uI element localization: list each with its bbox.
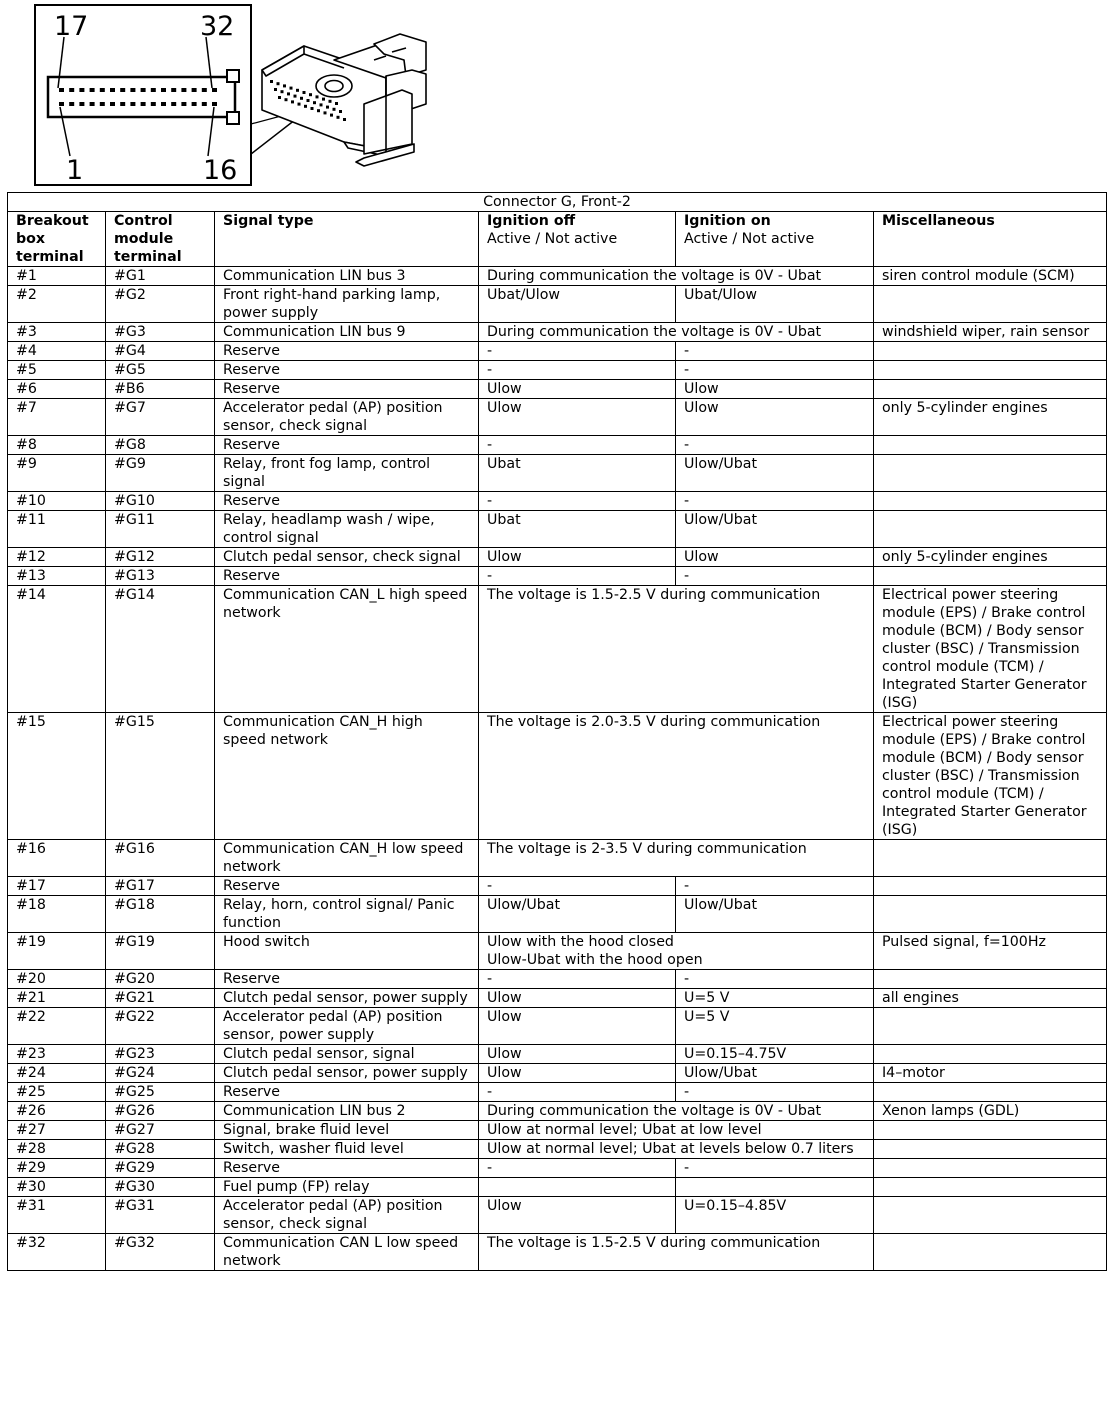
connector-3d-pin xyxy=(330,114,333,117)
control-terminal-cell: #G17 xyxy=(106,877,215,896)
table-row xyxy=(8,1064,1107,1083)
misc-cell xyxy=(874,840,1107,877)
connector-3d-pin xyxy=(281,90,284,93)
header-control: Control module terminal xyxy=(106,212,215,267)
control-terminal-cell: #G11 xyxy=(106,511,215,548)
ignition-on-cell: Ulow xyxy=(676,380,874,399)
ignition-off-cell: Ulow/Ubat xyxy=(479,896,676,933)
control-terminal-cell: #G28 xyxy=(106,1140,215,1159)
table-row xyxy=(8,380,1107,399)
table-row xyxy=(8,1234,1107,1271)
connector-3d-pin xyxy=(335,102,338,105)
connector-pin xyxy=(171,88,176,92)
signal-type-cell: Communication CAN_H high speed network xyxy=(215,713,479,840)
misc-cell xyxy=(874,567,1107,586)
misc-cell xyxy=(874,1121,1107,1140)
table-row xyxy=(8,1159,1107,1178)
control-terminal-cell: #G18 xyxy=(106,896,215,933)
control-terminal-cell: #G20 xyxy=(106,970,215,989)
ignition-on-cell: Ulow xyxy=(676,399,874,436)
connector-3d-pin xyxy=(291,100,294,103)
control-terminal-cell: #G27 xyxy=(106,1121,215,1140)
ignition-span-cell: Ulow at normal level; Ubat at low level xyxy=(479,1121,874,1140)
table-row xyxy=(8,492,1107,511)
table-row xyxy=(8,933,1107,970)
table-row xyxy=(8,1178,1107,1197)
connector-3d-pin xyxy=(274,88,277,91)
misc-cell: all engines xyxy=(874,989,1107,1008)
ignition-off-cell: - xyxy=(479,970,676,989)
ignition-off-cell: Ubat xyxy=(479,511,676,548)
ignition-off-cell: - xyxy=(479,436,676,455)
header-ign-off-sub: Active / Not active xyxy=(487,231,618,247)
signal-type-cell: Signal, brake fluid level xyxy=(215,1121,479,1140)
signal-type-cell: Reserve xyxy=(215,1159,479,1178)
breakout-terminal-cell: #30 xyxy=(8,1178,106,1197)
table-row xyxy=(8,840,1107,877)
table-caption: Connector G, Front-2 xyxy=(8,193,1107,212)
breakout-terminal-cell: #24 xyxy=(8,1064,106,1083)
table-row xyxy=(8,267,1107,286)
breakout-terminal-cell: #16 xyxy=(8,840,106,877)
breakout-terminal-cell: #25 xyxy=(8,1083,106,1102)
signal-type-cell: Reserve xyxy=(215,380,479,399)
ignition-off-cell: Ubat xyxy=(479,455,676,492)
control-terminal-cell: #G5 xyxy=(106,361,215,380)
table-row xyxy=(8,877,1107,896)
misc-cell xyxy=(874,1083,1107,1102)
misc-cell xyxy=(874,286,1107,323)
signal-type-cell: Communication LIN bus 3 xyxy=(215,267,479,286)
ignition-on-cell: Ulow/Ubat xyxy=(676,455,874,492)
header-ign-off-title: Ignition off xyxy=(487,213,576,229)
header-misc: Miscellaneous xyxy=(874,212,1107,267)
misc-cell xyxy=(874,455,1107,492)
ignition-on-cell: - xyxy=(676,1159,874,1178)
signal-type-cell: Reserve xyxy=(215,492,479,511)
breakout-terminal-cell: #23 xyxy=(8,1045,106,1064)
breakout-terminal-cell: #17 xyxy=(8,877,106,896)
ignition-on-cell: U=5 V xyxy=(676,1008,874,1045)
control-terminal-cell: #G10 xyxy=(106,492,215,511)
signal-type-cell: Reserve xyxy=(215,436,479,455)
connector-3d-pin xyxy=(278,96,281,99)
breakout-terminal-cell: #22 xyxy=(8,1008,106,1045)
signal-type-cell: Relay, headlamp wash / wipe, control signal xyxy=(215,511,479,548)
control-terminal-cell: #G30 xyxy=(106,1178,215,1197)
connector-pin xyxy=(151,88,156,92)
connector-pin xyxy=(202,102,207,106)
ignition-off-cell: Ulow xyxy=(479,548,676,567)
connector-pin xyxy=(59,102,64,106)
signal-type-cell: Front right-hand parking lamp, power supply xyxy=(215,286,479,323)
ignition-off-cell: Ulow xyxy=(479,1064,676,1083)
connector-pin xyxy=(161,88,166,92)
ignition-on-cell: U=0.15–4.75V xyxy=(676,1045,874,1064)
breakout-terminal-cell: #29 xyxy=(8,1159,106,1178)
pin-label-1: 1 xyxy=(66,155,84,186)
connector-3d-pin xyxy=(316,95,319,98)
connector-3d-pin xyxy=(329,100,332,103)
ignition-on-cell: - xyxy=(676,342,874,361)
misc-cell xyxy=(874,1159,1107,1178)
ignition-off-cell: - xyxy=(479,342,676,361)
table-row xyxy=(8,399,1107,436)
misc-cell xyxy=(874,1178,1107,1197)
table-row xyxy=(8,896,1107,933)
table-row xyxy=(8,342,1107,361)
connector-pin xyxy=(181,102,186,106)
misc-cell xyxy=(874,970,1107,989)
control-terminal-cell: #G32 xyxy=(106,1234,215,1271)
connector-pin xyxy=(90,102,95,106)
ignition-on-cell: Ulow/Ubat xyxy=(676,511,874,548)
table-row xyxy=(8,548,1107,567)
signal-type-cell: Communication LIN bus 9 xyxy=(215,323,479,342)
ignition-on-cell: - xyxy=(676,361,874,380)
connector-3d-pin xyxy=(337,116,340,119)
breakout-terminal-cell: #13 xyxy=(8,567,106,586)
signal-type-cell: Reserve xyxy=(215,567,479,586)
misc-cell xyxy=(874,1234,1107,1271)
signal-type-cell: Reserve xyxy=(215,1083,479,1102)
connector-pin xyxy=(130,102,135,106)
breakout-terminal-cell: #18 xyxy=(8,896,106,933)
signal-type-cell: Accelerator pedal (AP) position sensor, check signal xyxy=(215,1197,479,1234)
ignition-on-cell: Ubat/Ulow xyxy=(676,286,874,323)
misc-cell: Pulsed signal, f=100Hz xyxy=(874,933,1107,970)
connector-pin xyxy=(69,88,74,92)
control-terminal-cell: #G8 xyxy=(106,436,215,455)
connector-pin xyxy=(161,102,166,106)
table-row xyxy=(8,323,1107,342)
control-terminal-cell: #G29 xyxy=(106,1159,215,1178)
table-row xyxy=(8,989,1107,1008)
table-row xyxy=(8,286,1107,323)
connector-3d-pin xyxy=(339,110,342,113)
signal-type-cell: Reserve xyxy=(215,970,479,989)
connector-3d-pin xyxy=(320,103,323,106)
misc-cell xyxy=(874,436,1107,455)
connector-3d-pin xyxy=(343,118,346,121)
breakout-terminal-cell: #21 xyxy=(8,989,106,1008)
ignition-on-cell: U=5 V xyxy=(676,989,874,1008)
misc-cell xyxy=(874,492,1107,511)
misc-cell xyxy=(874,511,1107,548)
signal-type-cell: Reserve xyxy=(215,877,479,896)
misc-cell: only 5-cylinder engines xyxy=(874,399,1107,436)
connector-pin xyxy=(192,102,197,106)
header-ign-off xyxy=(479,212,676,267)
control-terminal-cell: #B6 xyxy=(106,380,215,399)
connector-pin xyxy=(141,102,146,106)
connector-3d-pin xyxy=(283,84,286,87)
ignition-span-cell: The voltage is 2.0-3.5 V during communication xyxy=(479,713,874,840)
connector-3d-pin xyxy=(317,109,320,112)
table-row xyxy=(8,1083,1107,1102)
signal-type-cell: Relay, horn, control signal/ Panic function xyxy=(215,896,479,933)
connector-3d-pin xyxy=(270,80,273,83)
breakout-terminal-cell: #8 xyxy=(8,436,106,455)
misc-cell xyxy=(874,342,1107,361)
breakout-terminal-cell: #14 xyxy=(8,586,106,713)
ignition-off-cell: - xyxy=(479,361,676,380)
signal-type-cell: Accelerator pedal (AP) position sensor, power supply xyxy=(215,1008,479,1045)
ignition-span-cell: During communication the voltage is 0V - Ubat xyxy=(479,267,874,286)
ignition-span-cell: The voltage is 1.5-2.5 V during communication xyxy=(479,586,874,713)
connector-pin xyxy=(100,102,105,106)
control-terminal-cell: #G7 xyxy=(106,399,215,436)
table-row xyxy=(8,1140,1107,1159)
ignition-off-cell: Ubat/Ulow xyxy=(479,286,676,323)
control-terminal-cell: #G14 xyxy=(106,586,215,713)
breakout-terminal-cell: #9 xyxy=(8,455,106,492)
signal-type-cell: Communication CAN_H low speed network xyxy=(215,840,479,877)
breakout-terminal-cell: #27 xyxy=(8,1121,106,1140)
connector-3d-pin xyxy=(309,93,312,96)
control-terminal-cell: #G15 xyxy=(106,713,215,840)
control-terminal-cell: #G21 xyxy=(106,989,215,1008)
table-row xyxy=(8,970,1107,989)
connector-3d-pin xyxy=(333,108,336,111)
connector-3d-pin xyxy=(287,92,290,95)
misc-cell xyxy=(874,1045,1107,1064)
connector-3d-pin xyxy=(277,82,280,85)
ignition-on-cell xyxy=(676,1178,874,1197)
ignition-span-cell: Ulow at normal level; Ubat at levels below 0.7 liters xyxy=(479,1140,874,1159)
breakout-terminal-cell: #26 xyxy=(8,1102,106,1121)
ignition-off-cell xyxy=(479,1178,676,1197)
misc-cell xyxy=(874,1008,1107,1045)
table-row xyxy=(8,455,1107,492)
connector-pin xyxy=(212,88,217,92)
connector-3d-pin xyxy=(313,101,316,104)
signal-type-cell: Hood switch xyxy=(215,933,479,970)
ignition-off-cell: - xyxy=(479,877,676,896)
connector-diagram xyxy=(34,4,454,188)
pin-label-17: 17 xyxy=(54,11,89,42)
connector-pin xyxy=(151,102,156,106)
table-row xyxy=(8,1197,1107,1234)
breakout-terminal-cell: #5 xyxy=(8,361,106,380)
header-ign-on xyxy=(676,212,874,267)
control-terminal-cell: #G23 xyxy=(106,1045,215,1064)
table-row xyxy=(8,361,1107,380)
connector-pin xyxy=(90,88,95,92)
ignition-on-cell: - xyxy=(676,970,874,989)
misc-cell xyxy=(874,1197,1107,1234)
connector-3d-pin xyxy=(290,87,293,90)
breakout-terminal-cell: #2 xyxy=(8,286,106,323)
header-breakout: Breakout box terminal xyxy=(8,212,106,267)
signal-type-cell: Communication CAN_L high speed network xyxy=(215,586,479,713)
connector-3d-pin xyxy=(285,98,288,101)
ignition-off-cell: Ulow xyxy=(479,989,676,1008)
signal-type-cell: Switch, washer fluid level xyxy=(215,1140,479,1159)
connector-3d-pin xyxy=(303,91,306,94)
breakout-terminal-cell: #20 xyxy=(8,970,106,989)
signal-type-cell: Communication LIN bus 2 xyxy=(215,1102,479,1121)
connector-pin xyxy=(181,88,186,92)
misc-cell xyxy=(874,896,1107,933)
ignition-span-cell: The voltage is 2-3.5 V during communication xyxy=(479,840,874,877)
header-ign-on-sub: Active / Not active xyxy=(684,231,815,247)
breakout-terminal-cell: #3 xyxy=(8,323,106,342)
connector-pin xyxy=(110,102,115,106)
connector-3d-pin xyxy=(294,95,297,98)
control-terminal-cell: #G24 xyxy=(106,1064,215,1083)
pin-label-32: 32 xyxy=(200,11,235,42)
signal-type-cell: Clutch pedal sensor, check signal xyxy=(215,548,479,567)
connector-3d-pin xyxy=(300,97,303,100)
signal-type-cell: Relay, front fog lamp, control signal xyxy=(215,455,479,492)
connector-pin xyxy=(130,88,135,92)
connector-3d-pin xyxy=(322,98,325,101)
ignition-span-cell: During communication the voltage is 0V - Ubat xyxy=(479,323,874,342)
control-terminal-cell: #G13 xyxy=(106,567,215,586)
ignition-off-cell: Ulow xyxy=(479,1045,676,1064)
ignition-on-cell: - xyxy=(676,492,874,511)
connector-pin xyxy=(171,102,176,106)
connector-face xyxy=(48,77,235,117)
breakout-terminal-cell: #31 xyxy=(8,1197,106,1234)
breakout-terminal-cell: #15 xyxy=(8,713,106,840)
table-row xyxy=(8,1045,1107,1064)
table-row xyxy=(8,1102,1107,1121)
table-row xyxy=(8,1008,1107,1045)
connector-pin xyxy=(141,88,146,92)
control-terminal-cell: #G1 xyxy=(106,267,215,286)
control-terminal-cell: #G31 xyxy=(106,1197,215,1234)
misc-cell: Xenon lamps (GDL) xyxy=(874,1102,1107,1121)
connector-pin xyxy=(120,88,125,92)
breakout-terminal-cell: #19 xyxy=(8,933,106,970)
table-row xyxy=(8,713,1107,840)
pin-label-16: 16 xyxy=(203,155,238,186)
ignition-off-cell: - xyxy=(479,1159,676,1178)
breakout-terminal-cell: #6 xyxy=(8,380,106,399)
misc-cell xyxy=(874,361,1107,380)
connector-pin xyxy=(202,88,207,92)
signal-type-cell: Clutch pedal sensor, power supply xyxy=(215,989,479,1008)
signal-type-cell: Reserve xyxy=(215,361,479,380)
table-row xyxy=(8,511,1107,548)
signal-type-cell: Communication CAN L low speed network xyxy=(215,1234,479,1271)
ignition-on-cell: Ulow/Ubat xyxy=(676,896,874,933)
ignition-on-cell: U=0.15–4.85V xyxy=(676,1197,874,1234)
header-ign-on-title: Ignition on xyxy=(684,213,771,229)
ignition-off-cell: Ulow xyxy=(479,1197,676,1234)
connector-pin xyxy=(212,102,217,106)
connector-3d-pin xyxy=(324,111,327,114)
signal-type-cell: Fuel pump (FP) relay xyxy=(215,1178,479,1197)
signal-type-cell: Clutch pedal sensor, power supply xyxy=(215,1064,479,1083)
control-terminal-cell: #G25 xyxy=(106,1083,215,1102)
control-terminal-cell: #G2 xyxy=(106,286,215,323)
control-terminal-cell: #G22 xyxy=(106,1008,215,1045)
breakout-terminal-cell: #4 xyxy=(8,342,106,361)
ignition-on-cell: Ulow/Ubat xyxy=(676,1064,874,1083)
breakout-terminal-cell: #28 xyxy=(8,1140,106,1159)
ignition-off-cell: - xyxy=(479,492,676,511)
header-signal: Signal type xyxy=(215,212,479,267)
signal-type-cell: Accelerator pedal (AP) position sensor, check signal xyxy=(215,399,479,436)
connector-3d-pin xyxy=(296,89,299,92)
misc-cell: Electrical power steering module (EPS) / Brake control module (BCM) / Body sensor cluster (BSC) / Transmission control module (TCM) / Integrated Starter Generator (ISG) xyxy=(874,586,1107,713)
breakout-terminal-cell: #10 xyxy=(8,492,106,511)
ignition-off-cell: Ulow xyxy=(479,380,676,399)
connector-3d-pin xyxy=(307,99,310,102)
control-terminal-cell: #G9 xyxy=(106,455,215,492)
breakout-terminal-cell: #11 xyxy=(8,511,106,548)
table-row xyxy=(8,436,1107,455)
control-terminal-cell: #G3 xyxy=(106,323,215,342)
ignition-off-cell: Ulow xyxy=(479,1008,676,1045)
misc-cell: siren control module (SCM) xyxy=(874,267,1107,286)
connector-pin xyxy=(110,88,115,92)
breakout-terminal-cell: #12 xyxy=(8,548,106,567)
misc-cell: only 5-cylinder engines xyxy=(874,548,1107,567)
breakout-terminal-cell: #32 xyxy=(8,1234,106,1271)
misc-cell xyxy=(874,1140,1107,1159)
misc-cell xyxy=(874,877,1107,896)
connector-pin xyxy=(120,102,125,106)
control-terminal-cell: #G16 xyxy=(106,840,215,877)
ignition-on-cell: Ulow xyxy=(676,548,874,567)
breakout-terminal-cell: #7 xyxy=(8,399,106,436)
misc-cell: I4–motor xyxy=(874,1064,1107,1083)
connector-pin xyxy=(192,88,197,92)
ignition-span-cell: During communication the voltage is 0V - Ubat xyxy=(479,1102,874,1121)
ignition-off-cell: - xyxy=(479,1083,676,1102)
connector-3d-pin xyxy=(304,105,307,108)
ignition-on-cell: - xyxy=(676,877,874,896)
control-terminal-cell: #G4 xyxy=(106,342,215,361)
connector-pin xyxy=(59,88,64,92)
ignition-span-cell: The voltage is 1.5-2.5 V during communication xyxy=(479,1234,874,1271)
connector-3d-pin xyxy=(298,103,301,106)
ignition-off-cell: - xyxy=(479,567,676,586)
connector-3d-pin xyxy=(326,106,329,109)
signal-type-cell: Clutch pedal sensor, signal xyxy=(215,1045,479,1064)
ignition-on-cell: - xyxy=(676,1083,874,1102)
misc-cell: Electrical power steering module (EPS) / Brake control module (BCM) / Body sensor cluster (BSC) / Transmission control module (TCM) / Integrated Starter Generator (ISG) xyxy=(874,713,1107,840)
table-row xyxy=(8,567,1107,586)
connector-pin xyxy=(79,102,84,106)
table-row xyxy=(8,586,1107,713)
ignition-on-cell: - xyxy=(676,436,874,455)
ignition-off-cell: Ulow xyxy=(479,399,676,436)
pinout-table xyxy=(7,192,1107,1271)
control-terminal-cell: #G19 xyxy=(106,933,215,970)
connector-pin xyxy=(79,88,84,92)
table-row xyxy=(8,1121,1107,1140)
ignition-span-cell: Ulow with the hood closed Ulow-Ubat with the hood open xyxy=(479,933,874,970)
signal-type-cell: Reserve xyxy=(215,342,479,361)
ignition-on-cell: - xyxy=(676,567,874,586)
control-terminal-cell: #G26 xyxy=(106,1102,215,1121)
header-row xyxy=(8,212,1107,267)
connector-3d-pin xyxy=(311,107,314,110)
breakout-terminal-cell: #1 xyxy=(8,267,106,286)
connector-pin xyxy=(69,102,74,106)
misc-cell xyxy=(874,380,1107,399)
control-terminal-cell: #G12 xyxy=(106,548,215,567)
connector-pin xyxy=(100,88,105,92)
misc-cell: windshield wiper, rain sensor xyxy=(874,323,1107,342)
